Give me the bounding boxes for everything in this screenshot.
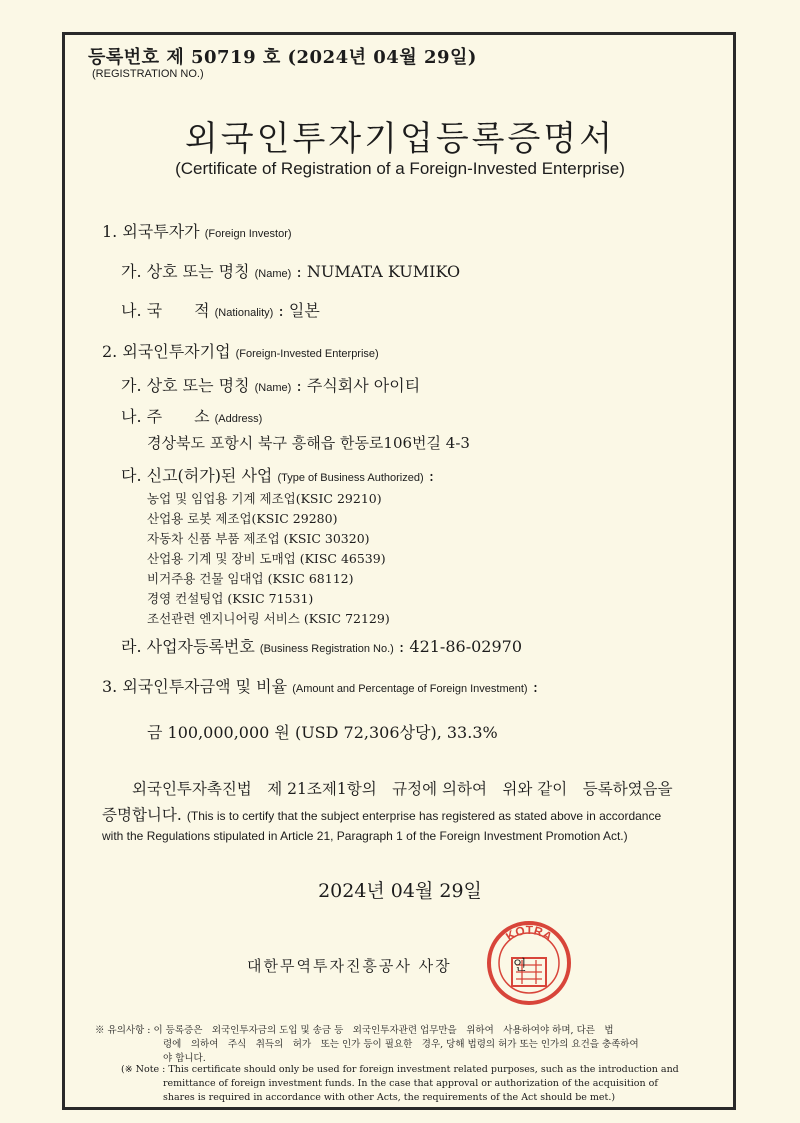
investor-nationality-value: : 일본 <box>278 301 320 320</box>
business-type-label-en: (Type of Business Authorized) <box>277 472 424 484</box>
business-item: 농업 및 임업용 기계 제조업(KSIC 29210) <box>147 491 382 506</box>
enterprise-address-row <box>121 404 262 427</box>
investor-name-value: : NUMATA KUMIKO <box>296 262 461 281</box>
business-item: 조선관련 엔지니어링 서비스 (KSIC 72129) <box>147 611 390 626</box>
notes-en-line3: shares is required in accordance with other Acts, the requirements of the Act should be met.) <box>163 1092 616 1103</box>
notes-en-row1 <box>121 1064 679 1075</box>
section3-colon: : <box>532 677 539 696</box>
enterprise-address-value: 경상북도 포항시 북구 흥해읍 한동로106번길 4-3 <box>147 434 470 452</box>
notes-ko-line3: 야 합니다. <box>163 1053 206 1064</box>
business-item: 자동차 신품 부품 제조업 (KSIC 30320) <box>147 531 370 546</box>
statement-ko-line2: 증명합니다. <box>102 806 182 824</box>
issue-date: 2024년 04월 29일 <box>318 880 482 902</box>
certificate-subtitle: (Certificate of Registration of a Foreign-Invested Enterprise) <box>175 159 625 178</box>
business-registration-row <box>121 634 522 657</box>
statement-line2 <box>102 803 661 825</box>
notes-ko-row1 <box>95 1022 614 1036</box>
statement-en-line2: with the Regulations stipulated in Article 21, Paragraph 1 of the Foreign Investment Promotion Act.) <box>102 829 628 843</box>
section1-heading-en: (Foreign Investor) <box>204 228 292 240</box>
business-registration-label: 라. 사업자등록번호 <box>121 637 255 656</box>
enterprise-name-value: : 주식회사 아이티 <box>296 376 421 395</box>
business-registration-label-en: (Business Registration No.) <box>259 643 394 655</box>
section3-heading-en: (Amount and Percentage of Foreign Investment) <box>292 683 528 695</box>
section2-heading-en: (Foreign-Invested Enterprise) <box>235 348 379 360</box>
business-type-colon: : <box>428 466 435 485</box>
investor-name-label: 가. 상호 또는 명칭 <box>121 262 250 281</box>
business-type-row <box>121 463 434 486</box>
notes-ko-label: ※ 유의사항 : <box>95 1025 151 1036</box>
certificate-title: 외국인투자기업등록증명서 <box>184 119 616 159</box>
investment-amount: 금 100,000,000 원 (USD 72,306상당), 33.3% <box>147 723 498 742</box>
notes-en-line1: This certificate should only be used for foreign investment related purposes, such as the introduction and <box>168 1064 679 1075</box>
section2-heading <box>102 339 379 362</box>
enterprise-name-label-en: (Name) <box>254 382 292 394</box>
registration-number: 등록번호 제 50719 호 (2024년 04월 29일) <box>88 47 477 68</box>
investor-name-label-en: (Name) <box>254 268 292 280</box>
section1-heading-ko: 1. 외국투자가 <box>102 222 200 241</box>
business-item: 경영 컨설팅업 (KSIC 71531) <box>147 591 314 606</box>
notes-ko-line1: 이 등록증은 외국인투자금의 도입 및 송금 등 외국인투자관련 업무만을 위하여 사용하여야 하며, 다른 법 <box>153 1025 614 1036</box>
investor-name-row <box>121 259 460 282</box>
section3-heading <box>102 674 538 697</box>
seal-mark: 인 <box>513 958 527 974</box>
seal-inner-ring <box>499 933 559 993</box>
business-registration-value: : 421-86-02970 <box>398 637 522 656</box>
notes-ko-line2: 령에 의하여 주식 취득의 허가 또는 인가 등이 필요한 경우, 당해 법령의 허가 또는 인가의 요건을 충족하여 <box>163 1039 639 1050</box>
kotra-seal <box>486 920 572 1006</box>
notes-en-label: (※ Note : <box>121 1064 166 1075</box>
section2-heading-ko: 2. 외국인투자기업 <box>102 342 231 361</box>
statement-ko-line1: 외국인투자촉진법 제 21조제1항의 규정에 의하여 위와 같이 등록하였음을 <box>132 780 673 798</box>
seal-text: KOTRA <box>503 922 555 944</box>
investor-nationality-row <box>121 298 320 321</box>
business-type-label: 다. 신고(허가)된 사업 <box>121 466 273 485</box>
statement-en-line1: (This is to certify that the subject enterprise has registered as stated above in accordance <box>186 809 662 823</box>
enterprise-address-label-en: (Address) <box>214 413 263 425</box>
section3-heading-ko: 3. 외국인투자금액 및 비율 <box>102 677 288 696</box>
business-item: 산업용 로봇 제조업(KSIC 29280) <box>147 511 338 526</box>
section1-heading <box>102 219 292 242</box>
enterprise-address-label: 나. 주 소 <box>121 407 210 426</box>
business-item: 비거주용 건물 임대업 (KSIC 68112) <box>147 571 354 586</box>
enterprise-name-label: 가. 상호 또는 명칭 <box>121 376 250 395</box>
investor-nationality-label-en: (Nationality) <box>214 307 274 319</box>
enterprise-name-row <box>121 373 420 396</box>
business-item: 산업용 기계 및 장비 도매업 (KISC 46539) <box>147 551 386 566</box>
notes-en-line2: remittance of foreign investment funds. In the case that approval or authorization of the acquisition of <box>163 1078 658 1089</box>
issuer-name: 대한무역투자진흥공사 사장 <box>247 957 452 975</box>
investor-nationality-label: 나. 국 적 <box>121 301 210 320</box>
registration-label-en: (REGISTRATION NO.) <box>92 68 204 80</box>
